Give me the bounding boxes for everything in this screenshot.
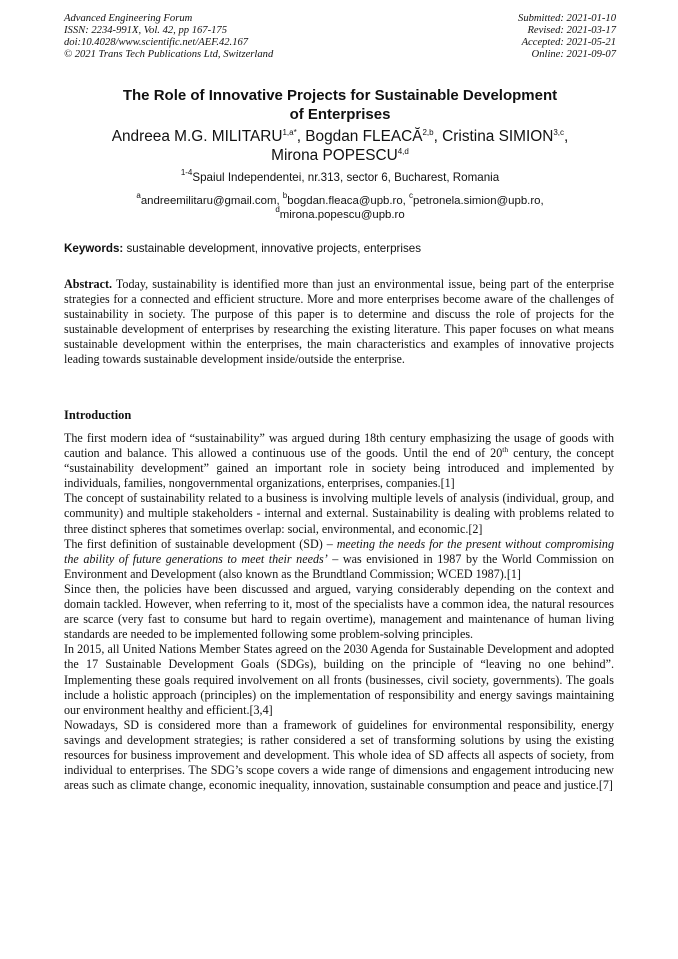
author-separator: , — [564, 128, 569, 145]
paragraph-text: – was envisioned in 1987 by the World Commission on Environment and Development (also known as the Brundtland Commission; WCED 1987).[1] — [64, 551, 615, 581]
author-line-1 — [64, 127, 616, 146]
abstract-text: Today, sustainability is identified more than just an environmental issue, being part of the enterprise strategies for a connected and efficient structure. More and more enterprises become aware of the challenges of sustainability in society. The purpose of this paper is to determine and discuss the role of projects for the sustainable development of enterprises by researching the existing literature. This paper focuses on what means sustainable development within the enterprises, the main characteristics and examples of innovative projects leading towards sustainable development inside/outside the enterprise. — [64, 277, 614, 367]
author-list — [64, 127, 616, 165]
journal-doi: doi:10.4028/www.scientific.net/AEF.42.167 — [64, 37, 249, 48]
paragraph-text: century, the concept “sustainability development” gained an important role in society being introduced and implemented by individuals, families, nongovernmental organizations, enterprises, companies.[1] — [64, 446, 614, 491]
email-sup: d — [275, 205, 280, 214]
author-name: Mirona POPESCU — [271, 147, 398, 164]
paragraph — [64, 537, 614, 582]
email-line-1 — [64, 191, 616, 208]
keywords — [64, 242, 616, 256]
keywords-text: sustainable development, innovative projects, enterprises — [123, 242, 422, 255]
author-affil-sup: 4,d — [397, 147, 409, 156]
email-address: andreemilitaru@gmail.com, — [140, 195, 283, 207]
author-affil-sup: 3,c — [553, 128, 565, 137]
author-affil-sup: 1,a* — [282, 128, 297, 137]
definition-quote: meeting the needs for the present without compromising the ability of future generations to meet their needs’ — [64, 536, 614, 566]
introduction-body — [64, 431, 614, 793]
paragraph — [64, 431, 614, 491]
author-name: Cristina SIMION — [442, 128, 554, 145]
affiliation-sup: 1-4 — [180, 168, 193, 177]
email-sup: b — [282, 191, 288, 200]
journal-info — [64, 13, 273, 61]
submission-dates — [518, 13, 616, 61]
email-address: bogdan.fleaca@upb.ro, — [287, 195, 410, 207]
paragraph-text: The first modern idea of “sustainability” was argued during 18th century emphasizing the usage of goods with caution and balance. This allowed a continuous use of the goods. Until the end of 20 — [64, 431, 614, 461]
journal-issn: ISSN: 2234-991X, Vol. 42, pp 167-175 — [64, 25, 228, 36]
journal-name: Advanced Engineering Forum — [64, 13, 193, 24]
abstract — [64, 277, 614, 368]
author-name: Bogdan FLEACĂ — [305, 128, 423, 145]
journal-copyright: © 2021 Trans Tech Publications Ltd, Switzerland — [64, 49, 274, 60]
date-revised: Revised: 2021-03-17 — [527, 25, 616, 36]
author-line-2 — [64, 146, 616, 165]
paragraph: In 2015, all United Nations Member States agreed on the 2030 Agenda for Sustainable Development and adopted the 17 Sustainable Development Goals (SDGs), building on the principle of “leaving no one behind”. Implementing these goals required involvement on all fronts (businesses, civil society, governments). The goals include a holistic approach (principles) on the implementation of responsibility and energy savings maintaining our environment healthy and efficient.[3,4] — [64, 642, 614, 717]
email-sup: a — [136, 191, 141, 200]
abstract-label: Abstract. — [64, 277, 113, 291]
date-online: Online: 2021-09-07 — [531, 49, 616, 60]
author-name: Andreea M.G. MILITARU — [111, 128, 283, 145]
keywords-label: Keywords: — [64, 242, 124, 255]
ordinal-sup: th — [502, 445, 509, 455]
affiliation-text: Spaiul Independentei, nr.313, sector 6, Bucharest, Romania — [192, 171, 500, 184]
affiliation — [64, 168, 616, 185]
paragraph: The concept of sustainability related to a business is involving multiple levels of analysis (individual, group, and community) and multiple stakeholders - internal and external. Sustainability is dealing with problems related to three distinct spheres that sometimes overlap: social, environmental, and economic.[2] — [64, 491, 614, 536]
author-affil-sup: 2,b — [422, 128, 434, 137]
paragraph: Since then, the policies have been discussed and argued, varying considerably depending on the context and domain tackled. However, when referring to it, most of the specialists have a common idea, the natural resources are scarce (very fast to consume but hard to regain overtime), management and maintenance of human living standards are needed to be implemented following some problem-solving principles. — [64, 581, 614, 642]
email-address: petronela.simion@upb.ro, — [413, 195, 544, 207]
paragraph: Nowadays, SD is considered more than a framework of guidelines for environmental responsibility, energy savings and development strategies; is rather considered a set of transforming solutions by using the existing resources for business improvement and development. This whole idea of SD affects all aspects of society, from individual to enterprises. The SDG’s scope covers a wide range of dimensions and engagement introducing new areas such as climate change, economic inequality, innovation, sustainable consumption and peace and justice.[7] — [64, 717, 614, 793]
author-separator: , — [296, 128, 306, 145]
title-line-1: The Role of Innovative Projects for Sustainable Development — [122, 87, 558, 104]
date-submitted: Submitted: 2021-01-10 — [518, 13, 616, 24]
abstract-paragraph — [64, 277, 614, 368]
section-heading-introduction: Introduction — [64, 408, 132, 422]
author-separator: , — [433, 128, 443, 145]
email-line-2 — [64, 205, 616, 222]
email-sup: c — [409, 191, 414, 200]
email-address: mirona.popescu@upb.ro — [279, 209, 405, 221]
paragraph-text: The first definition of sustainable development (SD) – — [64, 536, 337, 551]
author-emails — [64, 191, 616, 222]
date-accepted: Accepted: 2021-05-21 — [521, 37, 616, 48]
title-line-2: of Enterprises — [289, 106, 391, 123]
paper-title — [64, 86, 616, 124]
